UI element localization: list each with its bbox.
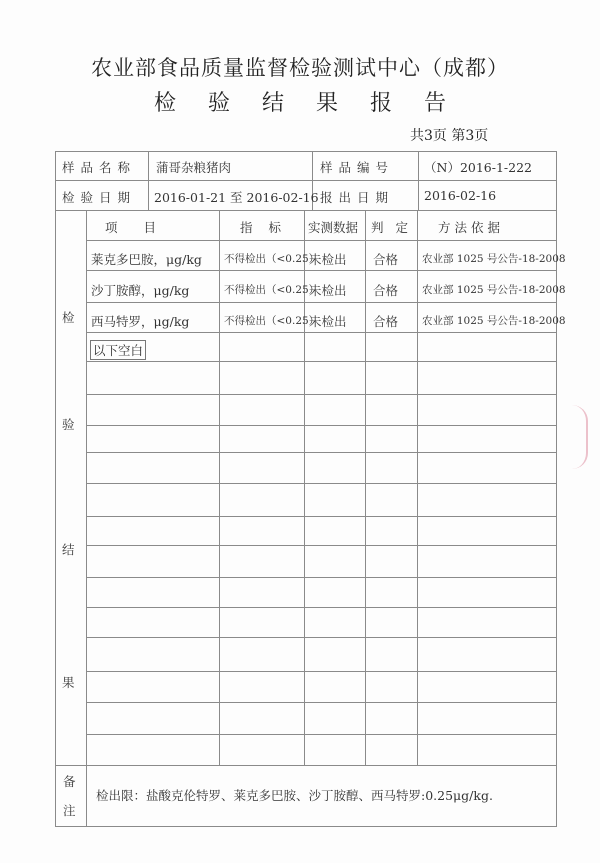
row-standard: 不得检出（<0.25） [224, 315, 320, 327]
test-date-label: 检验日期 [62, 190, 137, 205]
col-header-judgement: 判定 [371, 220, 421, 235]
report-date-label: 报出日期 [320, 190, 395, 205]
seal-mark-icon [572, 405, 588, 469]
row-measured: 未检出 [309, 283, 347, 298]
row-judgement: 合格 [373, 252, 399, 267]
row-item: 莱克多巴胺，μg/kg [91, 252, 202, 267]
col-header-item: 项目 [105, 220, 183, 235]
row-method: 农业部 1025 号公告-18-2008 [422, 253, 566, 265]
col-header-standard: 指标 [240, 220, 298, 235]
test-date-value: 2016-01-21 至 2016-02-16 [154, 190, 319, 205]
col-header-method: 方法依据 [438, 220, 505, 235]
row-standard: 不得检出（<0.25） [224, 284, 320, 296]
report-date-value: 2016-02-16 [424, 188, 497, 203]
row-standard: 不得检出（<0.25） [224, 253, 320, 265]
row-judgement: 合格 [373, 283, 399, 298]
sample-name-value: 蒲哥杂粮猪肉 [156, 160, 232, 175]
remarks-label-1: 备 [63, 774, 76, 789]
section-label-4: 果 [62, 675, 75, 690]
report-title: 检验结果报告 [153, 91, 478, 116]
section-label-1: 检 [62, 310, 75, 325]
remarks-label-2: 注 [63, 803, 76, 818]
blank-below-note: 以下空白 [90, 340, 146, 360]
org-title: 农业部食品质量监督检验测试中心（成都） [91, 56, 509, 80]
page-info: 共3页 第3页 [410, 128, 489, 144]
row-method: 农业部 1025 号公告-18-2008 [422, 315, 566, 327]
section-label-3: 结 [62, 542, 75, 557]
row-measured: 未检出 [309, 252, 347, 267]
remarks-text: 检出限：盐酸克伦特罗、莱克多巴胺、沙丁胺醇、西马特罗:0.25μg/kg. [96, 788, 493, 803]
row-judgement: 合格 [373, 314, 399, 329]
col-header-measured: 实测数据 [308, 220, 359, 235]
row-item: 沙丁胺醇，μg/kg [91, 283, 190, 298]
section-label-2: 验 [62, 417, 75, 432]
sample-no-value: （N）2016-1-222 [424, 160, 533, 175]
row-measured: 未检出 [309, 314, 347, 329]
sample-name-label: 样品名称 [62, 160, 137, 175]
sample-no-label: 样品编号 [320, 160, 395, 175]
row-item: 西马特罗，μg/kg [91, 314, 190, 329]
row-method: 农业部 1025 号公告-18-2008 [422, 284, 566, 296]
